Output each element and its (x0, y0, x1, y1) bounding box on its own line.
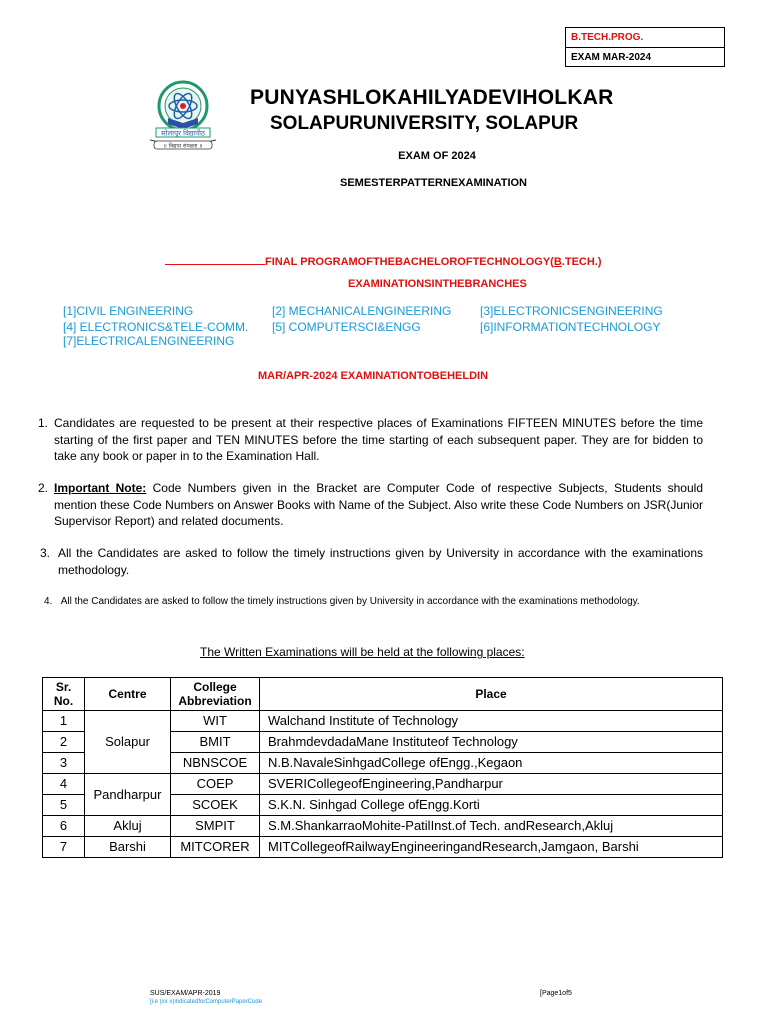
university-logo (140, 78, 230, 158)
cell-abbr: SCOEK (171, 795, 260, 816)
program-box (565, 27, 725, 67)
table-row (43, 837, 723, 858)
instruction-1 (38, 415, 703, 465)
underline-blank (165, 254, 265, 265)
instruction-4 (30, 594, 690, 610)
exam-places-table (42, 677, 723, 858)
branches-title: EXAMINATIONSINTHEBRANCHES (348, 278, 527, 290)
instruction-text: All the Candidates are asked to follow the timely instructions given by University in accordance with the examinations methodology. (58, 546, 703, 577)
final-suffix: .TECH.) (561, 256, 602, 268)
cell-sr: 1 (43, 711, 85, 732)
cell-place: S.K.N. Sinhgad College ofEngg.Korti (260, 795, 723, 816)
branch-etc: [4] ELECTRONICS&TELE-COMM. (63, 320, 249, 334)
instruction-number: 2. (38, 481, 49, 495)
exam-label: EXAM MAR-2024 (566, 47, 724, 67)
cell-centre: Barshi (85, 837, 171, 858)
table-header-row (43, 678, 723, 711)
footer-code: SUS/EXAM/APR-2019 (150, 990, 221, 997)
university-name-line2: SOLAPURUNIVERSITY, SOLAPUR (270, 113, 579, 134)
instruction-number: 3. (40, 546, 51, 560)
instruction-number: 4. (44, 596, 53, 607)
branch-it: [6]INFORMATIONTECHNOLOGY (480, 320, 661, 334)
cell-sr: 4 (43, 774, 85, 795)
program-label: B.TECH.PROG. (571, 32, 644, 43)
university-name-line1: PUNYASHLOKAHILYADEVIHOLKAR (250, 86, 614, 109)
cell-abbr: WIT (171, 711, 260, 732)
exam-pattern: SEMESTERPATTERNEXAMINATION (340, 177, 528, 189)
header-centre: Centre (85, 678, 171, 711)
table-row (43, 774, 723, 795)
cell-sr: 6 (43, 816, 85, 837)
exam-year: EXAM OF 2024 (398, 150, 476, 162)
final-prefix: FINAL PROGRAMOFTHEBACHELOROFTECHNOLOGY( (265, 256, 554, 268)
footer-note: [i.e (xx x)indicatedforComputerPaperCode (150, 999, 263, 1005)
places-heading: The Written Examinations will be held at the following places: (200, 645, 525, 659)
exam-schedule-heading: MAR/APR-2024 EXAMINATIONTOBEHELDIN (258, 370, 489, 382)
cell-abbr: SMPIT (171, 816, 260, 837)
cell-abbr: NBNSCOE (171, 753, 260, 774)
cell-place: S.M.ShankarraoMohite-PatilInst.of Tech. andResearch,Akluj (260, 816, 723, 837)
instruction-text: Candidates are requested to be present at their respective places of Examinations FIFTEEN MINUTES before the time starting of the first paper and TEN MINUTES before the time starting of each subsequent paper. They are for bidden to take any book or paper in to the Examination Hall. (54, 416, 703, 463)
logo-motto: ॥ विद्यया संपन्नता ॥ (163, 143, 203, 150)
cell-place: Walchand Institute of Technology (260, 711, 723, 732)
instruction-text: Code Numbers given in the Bracket are Computer Code of respective Subjects, Students should mention these Code Numbers on Answer Books with Name of the Subject. Also write these Code Numbers on JSR(Junior Supervisor Report) and related documents. (54, 481, 703, 528)
branch-mechanical: [2] MECHANICALENGINEERING (272, 304, 452, 318)
table-row (43, 816, 723, 837)
branch-civil: [1]CIVIL ENGINEERING (63, 304, 194, 318)
instruction-2 (38, 480, 703, 530)
cell-abbr: MITCORER (171, 837, 260, 858)
header-place: Place (260, 678, 723, 711)
logo-text: सोलापूर विद्यापीठ (161, 129, 205, 138)
cell-abbr: BMIT (171, 732, 260, 753)
important-note-label: Important Note: (54, 481, 147, 495)
cell-sr: 7 (43, 837, 85, 858)
branch-electrical: [7]ELECTRICALENGINEERING (63, 334, 235, 348)
final-underlined: B (553, 256, 562, 268)
cell-centre: Pandharpur (85, 774, 171, 816)
cell-place: MITCollegeofRailwayEngineeringandResearch,Jamgaon, Barshi (260, 837, 723, 858)
cell-place: N.B.NavaleSinhgadCollege ofEngg.,Kegaon (260, 753, 723, 774)
branch-electronics: [3]ELECTRONICSENGINEERING (480, 304, 663, 318)
final-program-heading (165, 254, 602, 268)
header-sr-no: Sr. No. (43, 678, 85, 711)
cell-centre: Solapur (85, 711, 171, 774)
table-row (43, 711, 723, 732)
instruction-3 (40, 545, 703, 578)
branch-computer: [5] COMPUTERSCI&ENGG (272, 320, 421, 334)
page-number: [Page1of5 (540, 990, 572, 997)
cell-abbr: COEP (171, 774, 260, 795)
instruction-text: All the Candidates are asked to follow the timely instructions given by University in accordance with the examinations methodology. (60, 596, 640, 607)
cell-place: SVERICollegeofEngineering,Pandharpur (260, 774, 723, 795)
instruction-number: 1. (38, 416, 49, 430)
cell-place: BrahmdevdadaMane Instituteof Technology (260, 732, 723, 753)
header-college-abbreviation: College Abbreviation (171, 678, 260, 711)
cell-sr: 3 (43, 753, 85, 774)
cell-sr: 2 (43, 732, 85, 753)
cell-centre: Akluj (85, 816, 171, 837)
cell-sr: 5 (43, 795, 85, 816)
